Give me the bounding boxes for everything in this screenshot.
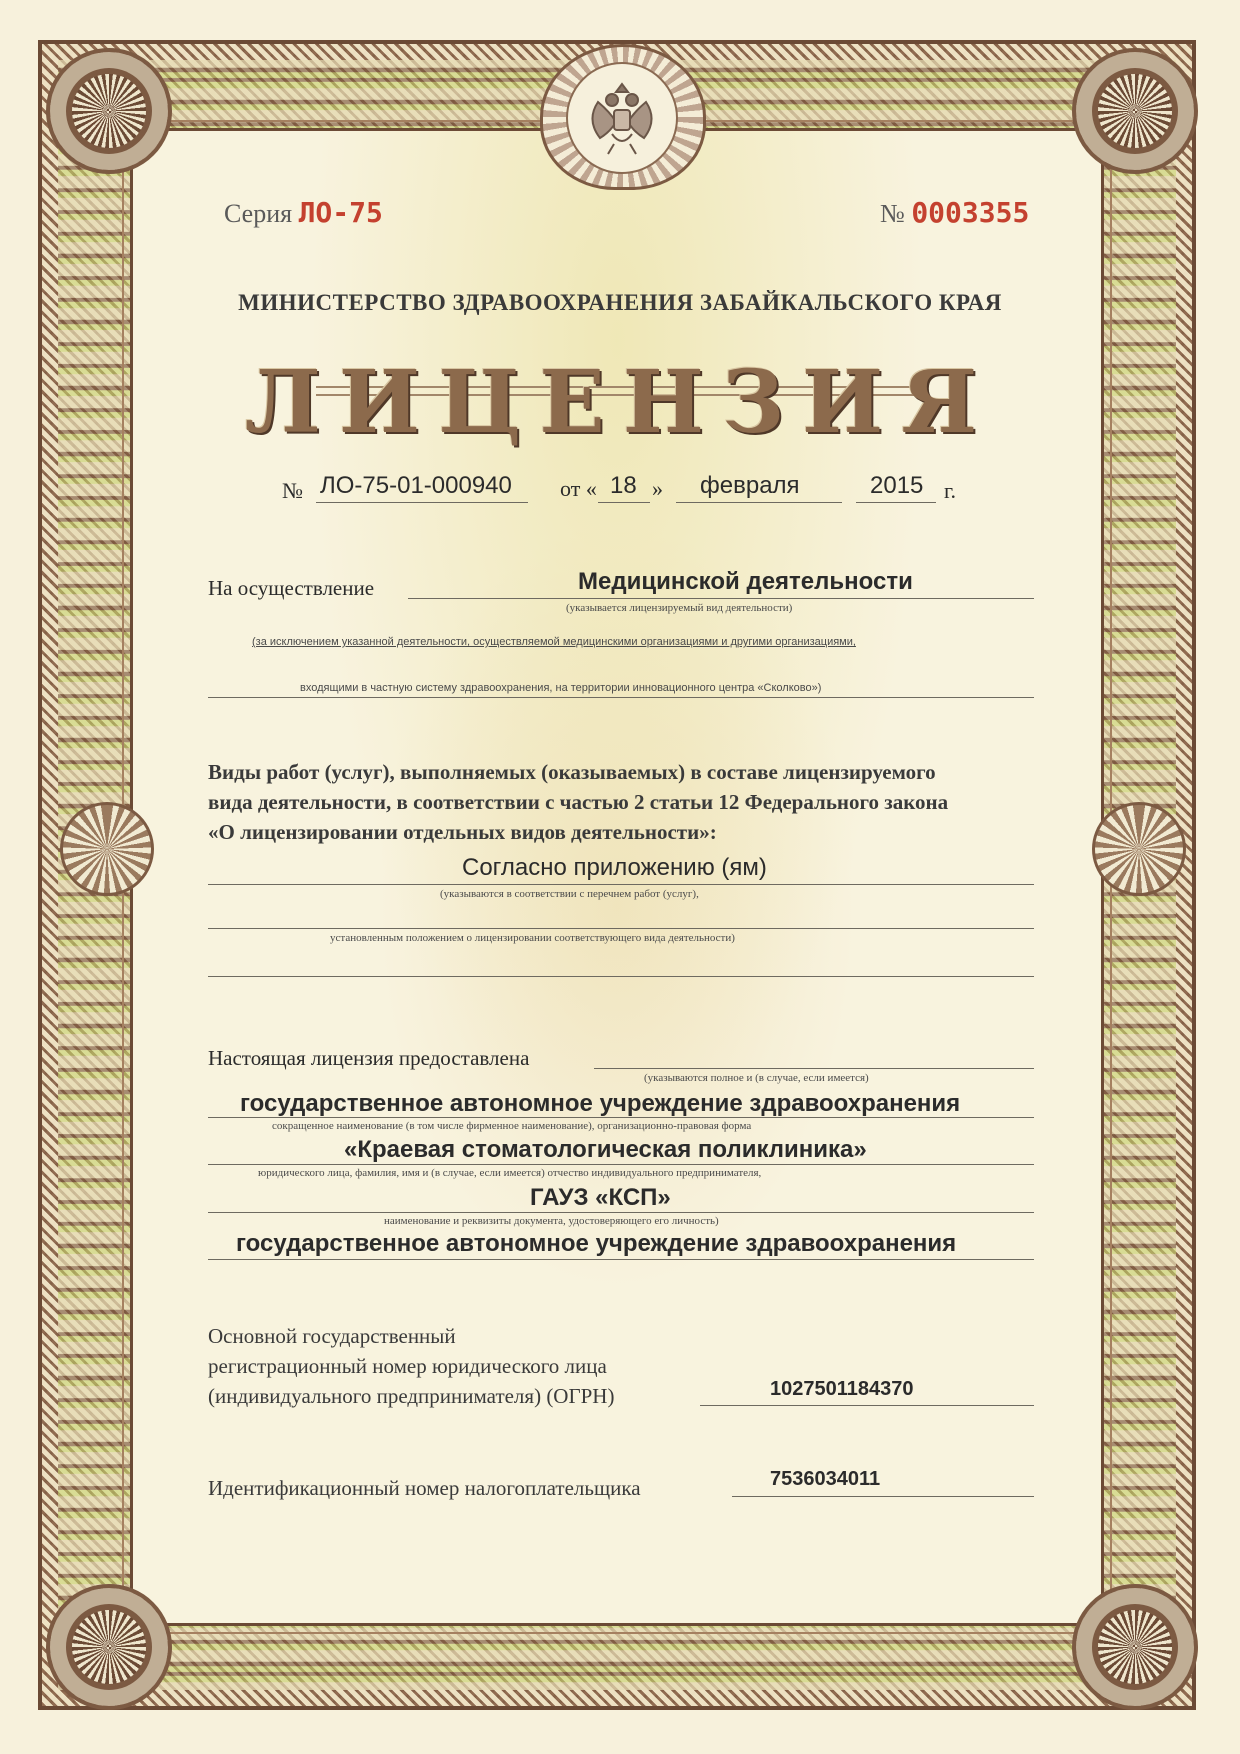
works-paragraph-3: «О лицензировании отдельных видов деятельности»: — [208, 820, 717, 844]
ogrn-label-2: регистрационный номер юридического лица — [208, 1354, 607, 1378]
works-underline-2 — [208, 928, 1034, 929]
works-hint-1: (указываются в соответствии с перечнем работ (услуг), — [440, 888, 699, 900]
license-number-value: ЛО-75-01-000940 — [320, 472, 512, 499]
ogrn-label-3: (индивидуального предпринимателя) (ОГРН) — [208, 1384, 615, 1408]
works-paragraph-1: Виды работ (услуг), выполняемых (оказываемых) в составе лицензируемого — [208, 760, 936, 784]
activity-label: На осуществление — [208, 576, 375, 600]
corner-rosette-icon — [1072, 48, 1198, 174]
license-day: 18 — [610, 472, 637, 499]
corner-rosette-icon — [46, 1584, 172, 1710]
activity-hint: (указывается лицензируемый вид деятельности) — [566, 602, 793, 614]
inn-label: Идентификационный номер налогоплательщика — [208, 1476, 641, 1500]
corner-rosette-icon — [1072, 1584, 1198, 1710]
activity-value: Медицинской деятельности — [578, 568, 913, 595]
serial-number-value: 0003355 — [911, 196, 1030, 229]
licensee-underline-2 — [208, 1164, 1034, 1165]
activity-underline — [408, 598, 1034, 599]
month-underline — [676, 502, 842, 503]
licensee-underline-0 — [594, 1068, 1034, 1069]
activity-note-2: входящими в частную систему здравоохранения, на территории инновационного центра «Сколково») — [300, 682, 822, 694]
issuing-authority: МИНИСТЕРСТВО ЗДРАВООХРАНЕНИЯ ЗАБАЙКАЛЬСКОГО КРАЯ — [238, 290, 1002, 315]
activity-note-underline — [208, 697, 1034, 698]
licensee-hint-3: юридического лица, фамилия, имя и (в случае, если имеется) отчество индивидуального предпринимателя, — [258, 1167, 762, 1179]
licensee-line-4: государственное автономное учреждение здравоохранения — [236, 1230, 957, 1257]
works-paragraph-2: вида деятельности, в соответствии с частью 2 статьи 12 Федерального закона — [208, 790, 949, 814]
licensee-line-1: государственное автономное учреждение здравоохранения — [240, 1090, 961, 1117]
corner-rosette-icon — [46, 48, 172, 174]
activity-note-1: (за исключением указанной деятельности, осуществляемой медицинскими организациями и другими организациями, — [252, 636, 856, 648]
date-day-close: » — [652, 476, 663, 501]
license-number-underline — [316, 502, 528, 503]
licensee-hint-4: наименование и реквизиты документа, удостоверяющего его личность) — [384, 1215, 719, 1227]
date-from-label: от « — [560, 476, 597, 501]
license-year: 2015 — [870, 472, 924, 499]
works-hint-2: установленным положением о лицензировании соответствующего вида деятельности) — [330, 932, 735, 944]
side-medallion-icon — [60, 802, 154, 896]
ogrn-label-1: Основной государственный — [208, 1324, 456, 1348]
series-label: Серия — [224, 199, 293, 228]
coat-of-arms-icon — [566, 62, 678, 174]
licensee-label: Настоящая лицензия предоставлена — [208, 1046, 530, 1070]
inn-underline — [732, 1496, 1034, 1497]
ogrn-underline — [700, 1405, 1034, 1406]
year-underline — [856, 502, 936, 503]
licensee-underline-4 — [208, 1259, 1034, 1260]
side-medallion-icon — [1092, 802, 1186, 896]
series-value: ЛО-75 — [298, 196, 383, 229]
document-title: ЛИЦЕНЗИЯ — [244, 352, 996, 453]
licensee-hint-1: (указываются полное и (в случае, если имеется) — [644, 1072, 869, 1084]
day-underline — [598, 502, 650, 503]
licensee-line-2: «Краевая стоматологическая поликлиника» — [344, 1136, 867, 1163]
serial-number-label: № — [880, 199, 905, 228]
licensee-hint-2: сокращенное наименование (в том числе фирменное наименование), организационно-правовая форма — [272, 1120, 752, 1132]
licensee-underline-3 — [208, 1212, 1034, 1213]
license-month: февраля — [700, 472, 800, 499]
year-suffix: г. — [944, 478, 957, 503]
works-underline-3 — [208, 976, 1034, 977]
works-underline-1 — [208, 884, 1034, 885]
licensee-line-3: ГАУЗ «КСП» — [530, 1184, 671, 1211]
licensee-underline-1 — [208, 1117, 1034, 1118]
inn-value: 7536034011 — [770, 1468, 881, 1490]
license-number-label: № — [282, 478, 303, 503]
works-value: Согласно приложению (ям) — [462, 854, 767, 881]
ogrn-value: 1027501184370 — [770, 1378, 914, 1400]
